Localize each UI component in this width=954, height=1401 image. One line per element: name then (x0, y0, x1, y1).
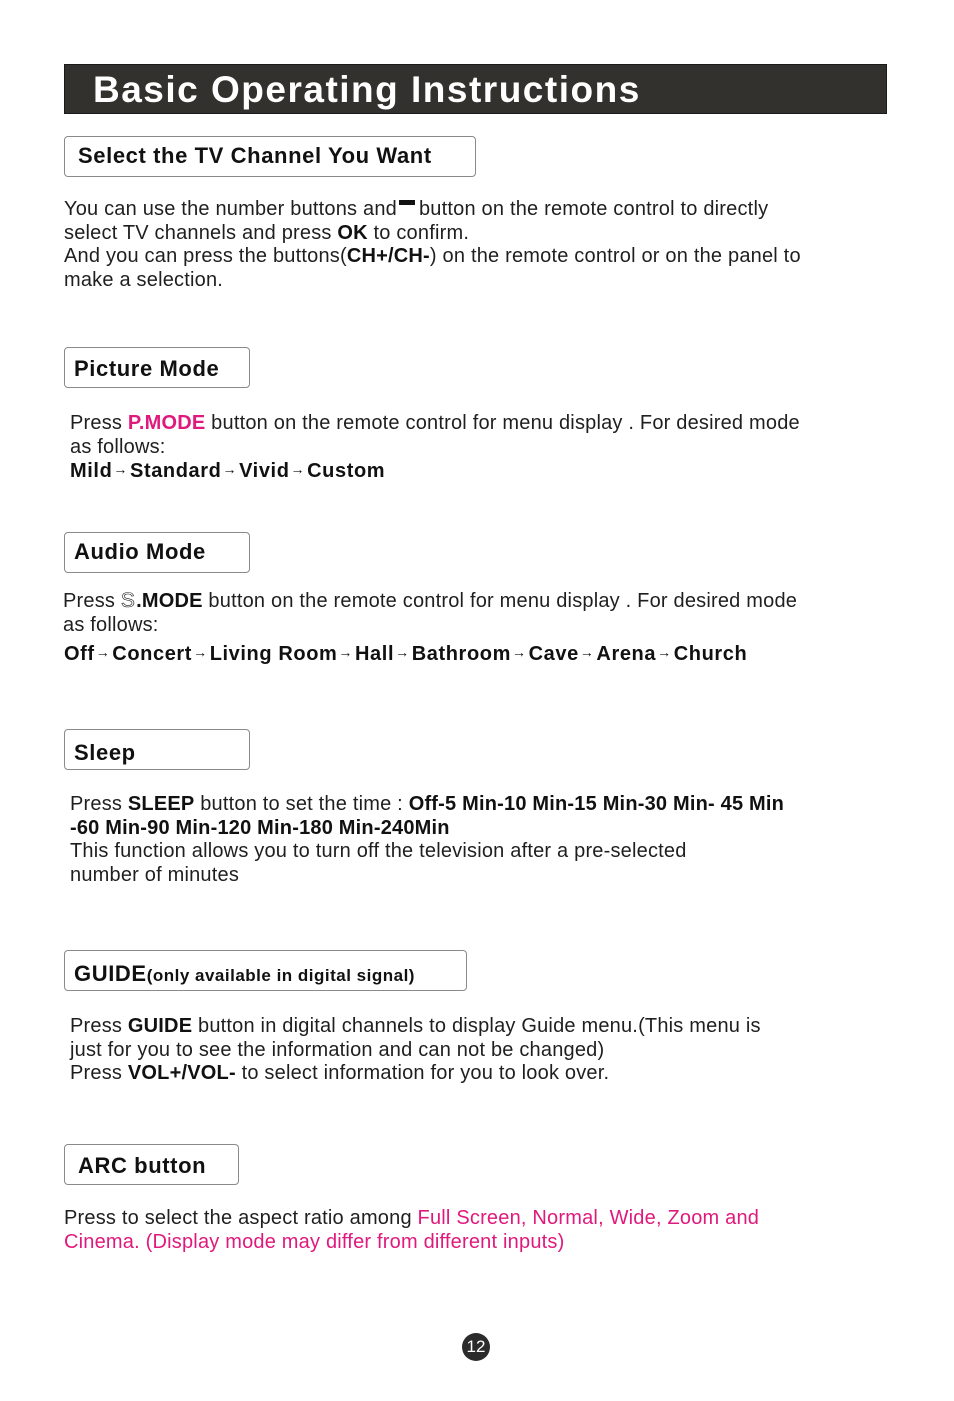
title-banner (64, 64, 887, 114)
page-title: Basic Operating Instructions (93, 69, 641, 110)
guide-text: Press GUIDE button in digital channels to display Guide menu.(This menu is just for you to see the information and can not be changed) Press VOL+/VOL- to select information for you to look over. (70, 1015, 761, 1084)
arrow-right-icon: → (657, 644, 672, 660)
section-heading: Picture Mode (74, 356, 220, 381)
picture-mode-sequence (70, 460, 385, 483)
audio-mode-item: Arena (596, 643, 657, 665)
audio-mode-item: Hall (355, 643, 395, 665)
picture-mode-item: Mild (70, 460, 113, 482)
picture-mode-item: Vivid (239, 460, 290, 482)
section-header-arc (64, 1144, 239, 1185)
arrow-right-icon: → (113, 461, 128, 477)
section-heading-note: (only available in digital signal) (146, 966, 415, 985)
arrow-right-icon: → (511, 644, 527, 660)
section-header-audio (64, 532, 250, 573)
audio-mode-item: Living Room (209, 643, 338, 665)
section-header-picture (64, 347, 250, 388)
s-mode-icon: S (120, 589, 136, 612)
arrow-right-icon: → (338, 644, 354, 660)
arrow-right-icon: → (95, 644, 111, 660)
audio-mode-item: Concert (112, 643, 193, 665)
minus-button-icon (399, 200, 415, 205)
arrow-right-icon: → (579, 644, 595, 660)
channel-text: You can use the number buttons and button on the remote control to directly select TV channels and press OK to confirm. And you can press the buttons(CH+/CH-) on the remote control or on the panel to make a selection. (64, 198, 801, 291)
audio-mode-item: Cave (528, 643, 579, 665)
section-heading: ARC button (78, 1153, 207, 1178)
section-heading: Select the TV Channel You Want (78, 143, 432, 168)
arc-text: Press to select the aspect ratio among Full Screen, Normal, Wide, Zoom and Cinema. (Display mode may differ from different inputs) (64, 1207, 760, 1253)
audio-mode-item: Church (673, 643, 748, 665)
audio-mode-item: Off (64, 643, 95, 665)
arrow-right-icon: → (193, 644, 208, 660)
page-number-badge: 12 (462, 1333, 490, 1361)
section-header-channel (64, 136, 476, 177)
sleep-text: Press SLEEP button to set the time : Off-5 Min-10 Min-15 Min-30 Min- 45 Min -60 Min-90 Min-120 Min-180 Min-240Min This function allows you to turn off the television after a pre-selected number of minutes (70, 793, 785, 886)
picture-text: Press P.MODE button on the remote control for menu display . For desired mode as follows: (70, 412, 800, 458)
audio-mode-sequence (64, 643, 747, 666)
section-heading: Sleep (74, 740, 136, 765)
section-heading: Audio Mode (74, 539, 206, 564)
arrow-right-icon: → (290, 461, 306, 477)
arrow-right-icon: → (395, 644, 410, 660)
section-heading: GUIDE(only available in digital signal) (74, 961, 415, 986)
picture-mode-item: Standard (130, 460, 222, 482)
audio-text: Press S.MODE button on the remote control for menu display . For desired mode as follows: (63, 589, 798, 636)
picture-mode-item: Custom (307, 460, 386, 482)
section-header-sleep (64, 729, 250, 770)
audio-mode-item: Bathroom (411, 643, 511, 665)
arrow-right-icon: → (222, 461, 238, 477)
section-header-guide (64, 950, 467, 991)
